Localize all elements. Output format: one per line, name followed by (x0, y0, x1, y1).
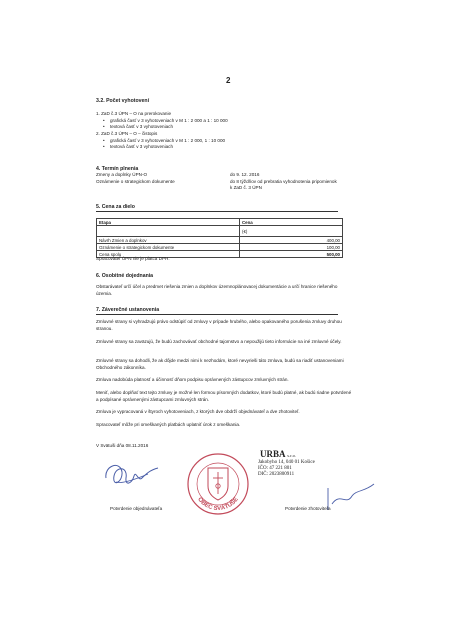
table-row (97, 226, 343, 237)
col-unit-header: (€) (240, 226, 343, 237)
section-5-divider (96, 211, 338, 212)
clause-1: Zmluvné strany si vyhradzujú právo odstúpiť od zmluvy v prípade hrubého, alebo opakovaného porušenia zmluvy druhou stranou. (96, 319, 342, 331)
item2-bullet1: • grafická časť v 3 vyhotoveniach v M 1 : 2 000, 1 : 10 000 (110, 138, 225, 144)
row-label: Návrh Zmien a doplnkov (97, 237, 240, 244)
company-address: Jakobyho 14, 040 01 Košice (258, 460, 315, 465)
clause-5: Meniť, alebo doplňať text tejto zmluvy je možné len formou písomných dodatkov, ktoré budú platné, ak budú riadne potvrdené a podpísané oprávnenými zástupcami zmluvných strán. (96, 390, 352, 402)
client-confirmation-label: Potvrdenie objednávateľa (110, 506, 163, 511)
item2-bullet2: • textová časť v 3 vyhotoveniach (110, 144, 173, 150)
company-stamp-name (260, 449, 296, 459)
row-value: 100,00 (240, 244, 343, 251)
company-name: URBA (260, 449, 286, 459)
place-date: V Svätuši dňa 08.11.2016 (96, 443, 149, 448)
term-row2-value-line2: k ZaD č. 3 ÚPN (230, 185, 262, 190)
section-6-text: Obstarávateľ určí účel a predmet riešenia zmien a doplnkov územnoplánovacej dokumentácie a určí hranice riešeného územia. (96, 284, 338, 296)
clause-6: Zmluva je vypracovaná v štyroch vyhotoveniach, z ktorých dve obdrží objednávateľ a dve zhotoviteľ. (96, 409, 300, 414)
section-6-heading: 6. Osobitné dojednania (96, 273, 154, 279)
company-ico: IČO: 47 221 801 (258, 466, 292, 471)
clause-4: Zmluva nadobúda platnosť a účinnosť dňom podpisu oprávnených zástupcov zmluvných strán. (96, 377, 289, 382)
clause-7: Spracovateľ môže pri omeškaných platbách uplatniť úrok z omeškania. (96, 422, 241, 427)
contractor-confirmation-label: Potvrdenie zhotoviteľa (285, 506, 331, 511)
term-row1-value: do 9. 12. 2016 (230, 172, 260, 177)
item1-text: 1. ZaD č.3 ÚPN – O na prerokovanie (96, 111, 172, 116)
table-row (97, 237, 343, 244)
section-5-heading: 5. Cena za dielo (96, 204, 135, 210)
section-7-divider (96, 314, 338, 315)
table-row (97, 244, 343, 251)
row-label: Oznámenie o strategickom dokumente (97, 244, 240, 251)
price-table (96, 218, 343, 258)
clause-2: Zmluvné strany sa zaväzujú, že budú zachovávať obchodné tajomstvo a nepoužijú tieto informácie na iné zmluvné účely. (96, 339, 342, 344)
item1-bullet2: • textová časť v 3 vyhotoveniach (110, 124, 173, 130)
vat-note: Spracovateľ ÚPN nie je platca DPH. (96, 256, 170, 261)
row-label: Cena spolu (97, 251, 240, 258)
row-value: 500,00 (240, 251, 343, 258)
term-row2-value-line1: do 8 týždňov od prebratia vyhodnotenia pripomienok (230, 178, 337, 184)
page-number: 2 (226, 76, 231, 85)
section-7-heading: 7. Záverečné ustanovenia (96, 307, 160, 313)
table-row (97, 219, 343, 226)
stamp-text: OBEC SVÄTUŠE (196, 496, 240, 513)
official-stamp (182, 448, 254, 520)
item1-bullet1: • grafická časť v 3 vyhotoveniach v M 1 : 2 000 a 1 : 10 000 (110, 118, 228, 124)
col-stage-header: Etapa (97, 219, 240, 226)
term-row1-label: Zmeny a doplnky ÚPN-O (96, 172, 148, 177)
section-4-heading: 4. Termín plnenia (96, 166, 139, 172)
term-row2-label: Oznámenie o strategickom dokumente (96, 178, 175, 184)
row-value: 400,00 (240, 237, 343, 244)
col-price-header: Cena (240, 219, 343, 226)
company-suffix: s.r.o. (287, 453, 297, 458)
company-dic: DIČ: 2023800911 (258, 472, 295, 477)
item2-text: 2. ZaD č.3 ÚPN – O – čistopis (96, 131, 158, 136)
clause-3: Zmluvné strany sa dohodli, že ak dôjde medzi nimi k nezhodám, ktoré nevyrieši táto zmluva, budú sa riadiť ustanoveniami Obchodného zákonníka. (96, 358, 344, 370)
section-3-2-heading: 3.2. Počet vyhotovení (96, 98, 150, 104)
